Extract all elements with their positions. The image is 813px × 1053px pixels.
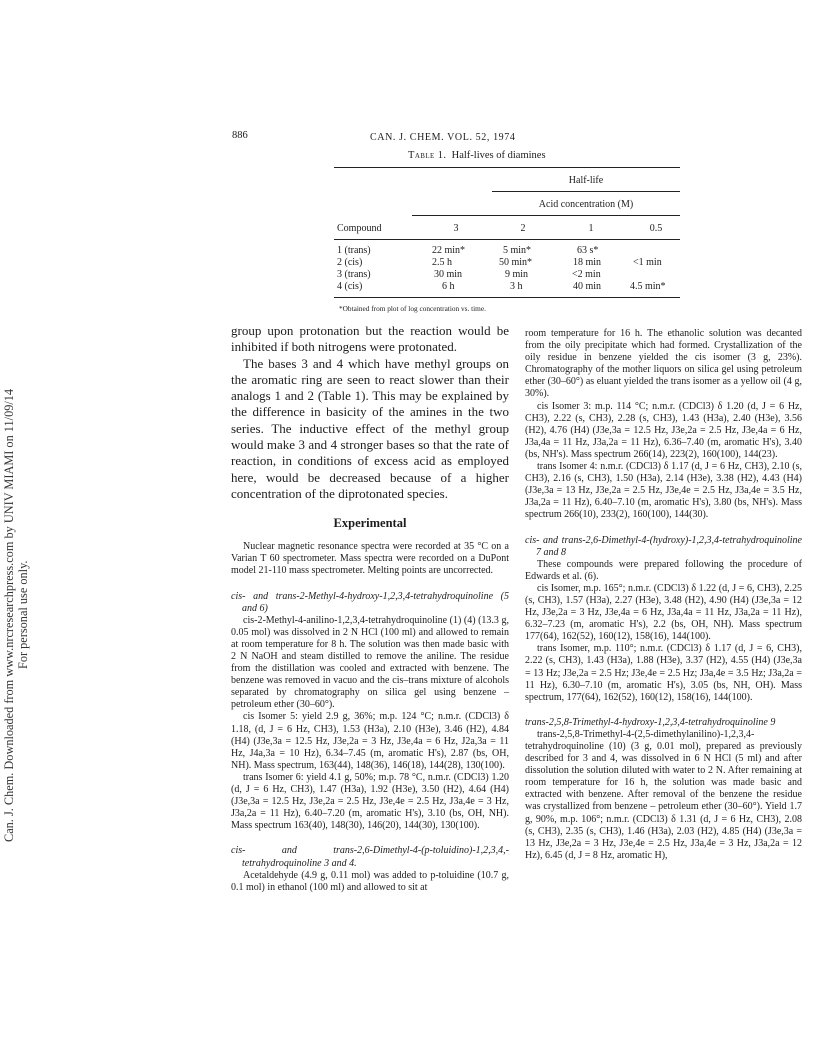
header-conc-0-5: 0.5 [649, 223, 663, 234]
subsection-heading: cis- and trans-2-Methyl-4-hydroxy-1,2,3,4-tetrahydroquinoline (5 and 6) [231, 590, 509, 614]
header-conc-3: 3 [453, 223, 459, 234]
row-compound: 4 (cis) [337, 281, 363, 292]
row-compound: 1 (trans) [337, 245, 371, 256]
watermark-line-2: For personal use only. [16, 560, 30, 670]
download-watermark [2, 180, 36, 1050]
header-conc-1: 1 [588, 223, 594, 234]
paragraph: trans Isomer, m.p. 110°; n.m.r. (CDCl3) δ 1.17 (d, J = 6, CH3), 2.22 (s, CH3), 1.43 (H3a), 1.88 (H3e), 3.37 (H2), 4.55 (H4) (J3e,3a = 13 Hz; J3e,2a = 2.5 Hz; J3e,4e = 2.5 Hz; J3a,4e = 3.5 Hz; J3a,2a = 11 Hz), 6.30–7.10 (m, aromatic H's), 3.05 (bs, NH, OH). Mass spectrum, 177(64), 162(52), 160(12), 158(16), 144(100). [525, 643, 802, 703]
paragraph: room temperature for 16 h. The ethanolic solution was decanted from the oily precipitate which had formed. Crystallization of the oily residue in benzene yielded the cis isomer (3 g, 23%). Chromatography of the mother liquors on silica gel using petroleum ether (30–60°) as eluant yielded the trans isomer as a yellow oil (4 g, 30%). [525, 328, 802, 400]
right-column [525, 328, 802, 862]
row-compound: 2 (cis) [337, 257, 363, 268]
table-footnote: *Obtained from plot of log concentration vs. time. [339, 304, 486, 313]
row-value-1m: 63 s* [577, 245, 599, 256]
row-value-2m: 50 min* [499, 257, 533, 268]
row-value-3m: 22 min* [432, 245, 466, 256]
header-bottom-rule [334, 239, 680, 240]
paragraph: trans-2,5,8-Trimethyl-4-(2,5-dimethylanilino)-1,2,3,4-tetrahydroquinoline (10) (3 g, 0.01 mol), prepared as previously described for 3 and 4, was dissolved in 6 N HCl (5 ml) and after dissolution the solution diluted with water to 2 N. After remaining at room temperature for 16 h, the solution was made basic and extracted with benzene. After removal of the benzene the residue was crystallized from benzene – petroleum ether (30–60°). Yield 1.7 g, 90%, m.p. 106°; n.m.r. (CDCl3) δ 1.31 (d, J = 6 Hz, CH3), 2.08 (s, CH3), 2.35 (s, CH3), 1.46 (H3a), 2.03 (H2), 4.85 (H4) (J3e,3a = 13 Hz, J3e,2a = 3 Hz, J3e,4e = 2.5 Hz, J3a,4e = 3 Hz, J3a,2a = 12 Hz), 6.45 (d, J = 8 Hz, aromatic H), [525, 728, 802, 861]
discussion-text [231, 323, 509, 502]
table-bottom-rule [334, 297, 680, 298]
row-value-1m: 18 min [573, 257, 602, 268]
page-number: 886 [232, 130, 248, 141]
header-compound: Compound [337, 223, 382, 234]
subsection-heading: cis- and trans-2,6-Dimethyl-4-(p-toluidino)-1,2,3,4,-tetrahydroquinoline 3 and 4. [231, 845, 509, 869]
subsection-heading: cis- and trans-2,6-Dimethyl-4-(hydroxy)-1,2,3,4-tetrahydroquinoline 7 and 8 [525, 534, 802, 558]
row-value-2m: 9 min [505, 269, 529, 280]
running-head: CAN. J. CHEM. VOL. 52, 1974 [370, 132, 516, 143]
header-conc-2: 2 [520, 223, 526, 234]
subsection-heading: trans-2,5,8-Trimethyl-4-hydroxy-1,2,3,4-tetrahydroquinoline 9 [525, 716, 776, 728]
table-title: Half-lives of diamines [451, 150, 546, 161]
row-value-3m: 2.5 h [432, 257, 452, 268]
table-label: Table 1. [408, 150, 447, 161]
paragraph: These compounds were prepared following the procedure of Edwards et al. (6). [525, 558, 802, 582]
row-compound: 3 (trans) [337, 269, 371, 280]
paragraph: trans Isomer 4: n.m.r. (CDCl3) δ 1.17 (d, J = 6 Hz, CH3), 2.10 (s, CH3), 2.16 (s, CH3), 1.50 (H3a), 2.14 (H3e), 3.38 (H2), 4.43 (H4) (J3e,3a = 13 Hz, J3e,2a = 2.5 Hz, J3e,4e = 2.5 Hz, J3a,4e = 3.5 Hz, J3a,2a = 11 Hz), 6.40–7.10 (m, aromatic H's), 3.80 (bs, NH's). Mass spectrum 266(10), 233(2), 160(100), 144(30). [525, 461, 802, 521]
paragraph: cis Isomer 5: yield 2.9 g, 36%; m.p. 124 °C; n.m.r. (CDCl3) δ 1.18, (d, J = 6 Hz, CH3), 1.53 (H3a), 2.10 (H3e), 3.46 (H2), 4.84 (H4) (J3e,3a = 12.5 Hz, J3e,2a = 3 Hz, J3e,4a = 6 Hz, J2a,3a = 11 Hz, J4a,3a = 10 Hz), 6.34–7.45 (m, aromatic H's), 2.87 (bs, OH, NH). Mass spectrum, 163(44), 148(36), 146(18), 144(28), 130(100). [231, 711, 509, 771]
header-half-life: Half-life [568, 175, 604, 186]
table-caption [408, 150, 546, 161]
table-top-rule [334, 167, 680, 168]
paragraph: Acetaldehyde (4.9 g, 0.11 mol) was added to p-toluidine (10.7 g, 0.1 mol) in ethanol (100 ml) and allowed to sit at [231, 869, 509, 893]
row-value-2m: 5 min* [503, 245, 532, 256]
row-value-2m: 3 h [510, 281, 523, 292]
experimental-text [231, 541, 509, 894]
paragraph: cis Isomer, m.p. 165°; n.m.r. (CDCl3) δ 1.22 (d, J = 6, CH3), 2.25 (s, CH3), 1.57 (H3a), 2.27 (H3e), 3.48 (H2), 4.90 (H4) (J3e,3a = 12 Hz, J3e,2a = 3 Hz, J3e,4a = 6 Hz, J3a,4a = 11 Hz, J3a,2a = 11 Hz), 6.32–7.23 (m, aromatic H's), 2.2 (bs, OH, NH). Mass spectrum 177(64), 162(52), 160(12), 158(16), 144(100). [525, 582, 802, 643]
row-value-05m: 4.5 min* [630, 281, 666, 292]
left-column [231, 323, 509, 894]
paragraph: trans Isomer 6: yield 4.1 g, 50%; m.p. 78 °C, n.m.r. (CDCl3) 1.20 (d, J = 6 Hz, CH3), 1.47 (H3a), 1.92 (H3e), 3.50 (H2), 4.64 (H4) (J3e,3a = 12.5 Hz, J3e,2a = 2.5 Hz, J3e,4e = 2.5 Hz, J3a,4e = 3 Hz, J3a,2a = 11 Hz), 6.40–7.20 (m, aromatic H's), 3.10 (bs, OH, NH). Mass spectrum 163(40), 148(30), 146(20), 144(30), 130(100). [231, 771, 509, 832]
paragraph: The bases 3 and 4 which have methyl groups on the aromatic ring are seen to react slower than their analogs 1 and 2 (Table 1). This may be explained by the difference in basicity of the amines in the two series. The inductive effect of the methyl group would make 3 and 4 stronger bases so that the rate of reaction, in conditions of excess acid as employed here, would be decreased because of a higher concentration of the diprotonated species. [231, 355, 509, 501]
row-value-3m: 30 min [434, 269, 463, 280]
paragraph: cis-2-Methyl-4-anilino-1,2,3,4-tetrahydroquinoline (1) (4) (13.3 g, 0.05 mol) was dissolved in 2 N HCl (100 ml) and allowed to remain at room temperature for 8 h. The solution was then made basic with 2 N NaOH and steam distilled to remove the aniline. The residue from the distillation was cooled and extracted with benzene. The benzene was removed in vacuo and the cis–trans mixture of alcohols separated by chromatography on silica gel using benzene – petroleum ether (30–60°). [231, 614, 509, 711]
row-value-3m: 6 h [442, 281, 455, 292]
section-heading-experimental: Experimental [333, 516, 407, 531]
header-acid-concentration: Acid concentration (M) [538, 199, 634, 210]
paragraph: cis Isomer 3: m.p. 114 °C; n.m.r. (CDCl3) δ 1.20 (d, J = 6 Hz, CH3), 2.22 (s, CH3), 2.28 (s, CH3), 1.43 (H3a), 2.40 (H3e), 3.56 (H2), 4.76 (H4) (J3e,3a = 12.5 Hz, J3e,2a = 2.5 Hz, J3e,4a = 6 Hz, J3a,4a = 11 Hz, J3a,2a = 11 Hz), 6.36–7.40 (m, aromatic H's), 3.40 (bs, NH's). Mass spectrum 266(14), 223(2), 160(100), 144(23). [525, 400, 802, 460]
row-value-1m: 40 min [573, 281, 602, 292]
watermark-line-1: Can. J. Chem. Downloaded from www.nrcresearchpress.com by UNIV MIAMI on 11/09/14 [2, 388, 16, 842]
spanner-rule [492, 191, 680, 192]
row-value-05m: <1 min [633, 257, 662, 268]
paragraph: Nuclear magnetic resonance spectra were recorded at 35 °C on a Varian T 60 spectrometer. Mass spectra were recorded on a DuPont model 21-110 mass spectrometer. Melting points are uncorrected. [231, 541, 509, 577]
row-value-1m: <2 min [572, 269, 601, 280]
paragraph: group upon protonation but the reaction would be inhibited if both nitrogens were protonated. [231, 323, 509, 355]
subspanner-rule [412, 215, 680, 216]
